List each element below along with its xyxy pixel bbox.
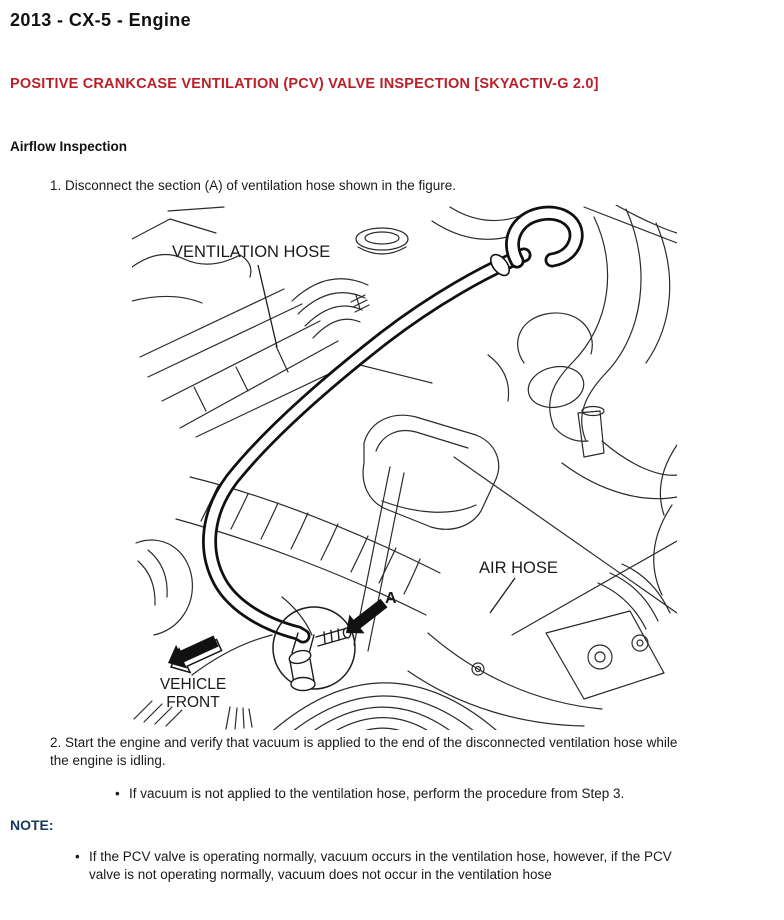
vehicle-front-label-line2: FRONT (166, 694, 220, 711)
step-2-sub-bullet-text: If vacuum is not applied to the ventilation hose, perform the procedure from Step 3. (129, 786, 625, 801)
bullet-icon: • (115, 786, 120, 801)
step-2-text: 2. Start the engine and verify that vacuum is applied to the end of the disconnected ventilation hose while the engine is idling. (50, 735, 678, 768)
engine-figure (132, 205, 677, 730)
note-bullet-text: If the PCV valve is operating normally, vacuum occurs in the ventilation hose, however, if the PCV valve is not operating normally, vacuum does not occur in the ventilation hose (89, 849, 672, 882)
note-label: NOTE: (10, 817, 54, 833)
page-title: 2013 - CX-5 - Engine (10, 10, 192, 30)
step-1-text: 1. Disconnect the section (A) of ventilation hose shown in the figure. (50, 178, 456, 193)
hose-connection-detail (273, 607, 355, 691)
air-hose-label: AIR HOSE (479, 559, 558, 577)
vehicle-front-label-line1: VEHICLE (159, 676, 227, 693)
procedure-heading: POSITIVE CRANKCASE VENTILATION (PCV) VALVE INSPECTION [SKYACTIV-G 2.0] (10, 76, 599, 92)
ventilation-hose-label: VENTILATION HOSE (172, 243, 331, 261)
step-2-sub-bullet (115, 785, 774, 803)
section-a-arrow-icon (346, 599, 388, 634)
note-bullet (75, 848, 774, 884)
figure-labels (160, 243, 558, 711)
air-hose-leader-line (490, 578, 515, 613)
bullet-icon: • (75, 849, 80, 864)
detail-circle (273, 607, 355, 689)
section-heading: Airflow Inspection (10, 139, 128, 154)
ventilation-hose-leader-line (258, 265, 277, 347)
engine-line-art (132, 205, 677, 730)
section-a-label: A (385, 590, 397, 607)
